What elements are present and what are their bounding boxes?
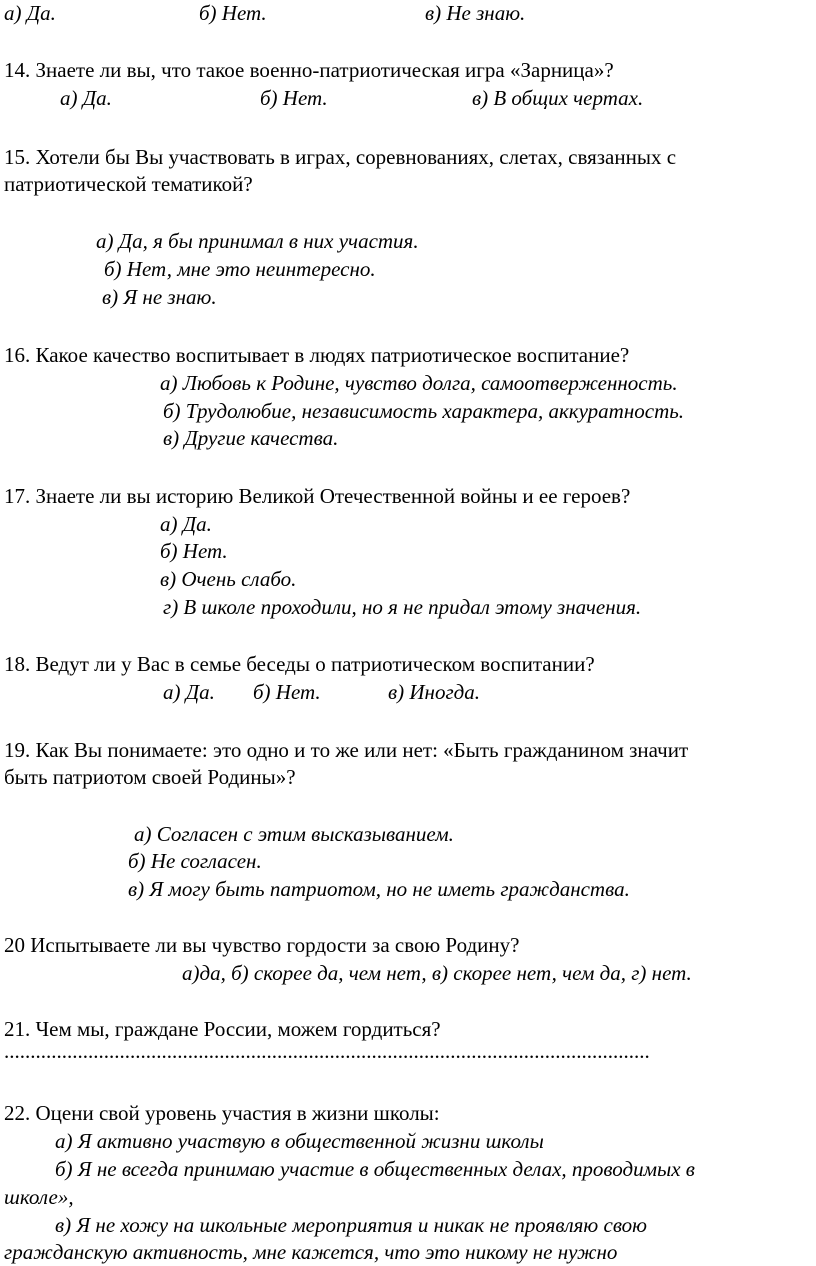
q19-question-line1: 19. Как Вы понимаете: это одно и то же или нет: «Быть гражданином значит xyxy=(4,738,689,762)
q22-answer-b-line1: б) Я не всегда принимаю участие в общественных делах, проводимых в xyxy=(55,1157,695,1181)
q15-answer-b: б) Нет, мне это неинтересно. xyxy=(104,257,376,281)
q14-answer-c: в) В общих чертах. xyxy=(472,86,644,110)
q18-answer-a: а) Да. xyxy=(163,680,215,704)
q21-question: 21. Чем мы, граждане России, можем гордиться? xyxy=(4,1017,441,1041)
q20-question: 20 Испытываете ли вы чувство гордости за свою Родину? xyxy=(4,933,520,957)
q16-answer-c: в) Другие качества. xyxy=(163,426,339,450)
q14-answer-b: б) Нет. xyxy=(260,86,328,110)
q17-answer-a: а) Да. xyxy=(160,512,212,536)
q13-answer-c: в) Не знаю. xyxy=(425,1,526,25)
q22-answer-c-line2: гражданскую активность, мне кажется, что это никому не нужно xyxy=(4,1240,618,1264)
q20-answers: а)да, б) скорее да, чем нет, в) скорее нет, чем да, г) нет. xyxy=(182,961,692,985)
q15-answer-a: а) Да, я бы принимал в них участия. xyxy=(96,229,419,253)
q13-answer-a: а) Да. xyxy=(4,1,56,25)
q14-answer-a: а) Да. xyxy=(60,86,112,110)
q15-answer-c: в) Я не знаю. xyxy=(102,285,217,309)
q18-answer-b: б) Нет. xyxy=(253,680,321,704)
q21-answer-blank-line: ........................................................................................................................... xyxy=(4,1039,650,1063)
q15-question-line2: патриотической тематикой? xyxy=(4,172,253,196)
q22-answer-a: а) Я активно участвую в общественной жизни школы xyxy=(55,1129,544,1153)
q16-answer-b: б) Трудолюбие, независимость характера, аккуратность. xyxy=(163,399,685,423)
q22-answer-c-line1: в) Я не хожу на школьные мероприятия и никак не проявляю свою xyxy=(55,1213,647,1237)
q17-answer-c: в) Очень слабо. xyxy=(160,567,297,591)
q18-question: 18. Ведут ли у Вас в семье беседы о патриотическом воспитании? xyxy=(4,652,595,676)
q13-answer-b: б) Нет. xyxy=(199,1,267,25)
q22-answer-b-line2: школе», xyxy=(4,1185,74,1209)
q14-question: 14. Знаете ли вы, что такое военно-патриотическая игра «Зарница»? xyxy=(4,58,614,82)
q18-answer-c: в) Иногда. xyxy=(388,680,481,704)
q15-question-line1: 15. Хотели бы Вы участвовать в играх, соревнованиях, слетах, связанных с xyxy=(4,145,677,169)
q17-answer-b: б) Нет. xyxy=(160,539,228,563)
q16-question: 16. Какое качество воспитывает в людях патриотическое воспитание? xyxy=(4,343,630,367)
q19-answer-c: в) Я могу быть патриотом, но не иметь гражданства. xyxy=(128,877,630,901)
q17-question: 17. Знаете ли вы историю Великой Отечественной войны и ее героев? xyxy=(4,484,631,508)
q19-answer-a: а) Согласен с этим высказыванием. xyxy=(134,822,454,846)
q17-answer-d: г) В школе проходили, но я не придал этому значения. xyxy=(163,595,642,619)
q22-question: 22. Оцени свой уровень участия в жизни школы: xyxy=(4,1101,440,1125)
q19-question-line2: быть патриотом своей Родины»? xyxy=(4,765,296,789)
q19-answer-b: б) Не согласен. xyxy=(128,849,262,873)
q16-answer-a: а) Любовь к Родине, чувство долга, самоотверженность. xyxy=(160,371,678,395)
